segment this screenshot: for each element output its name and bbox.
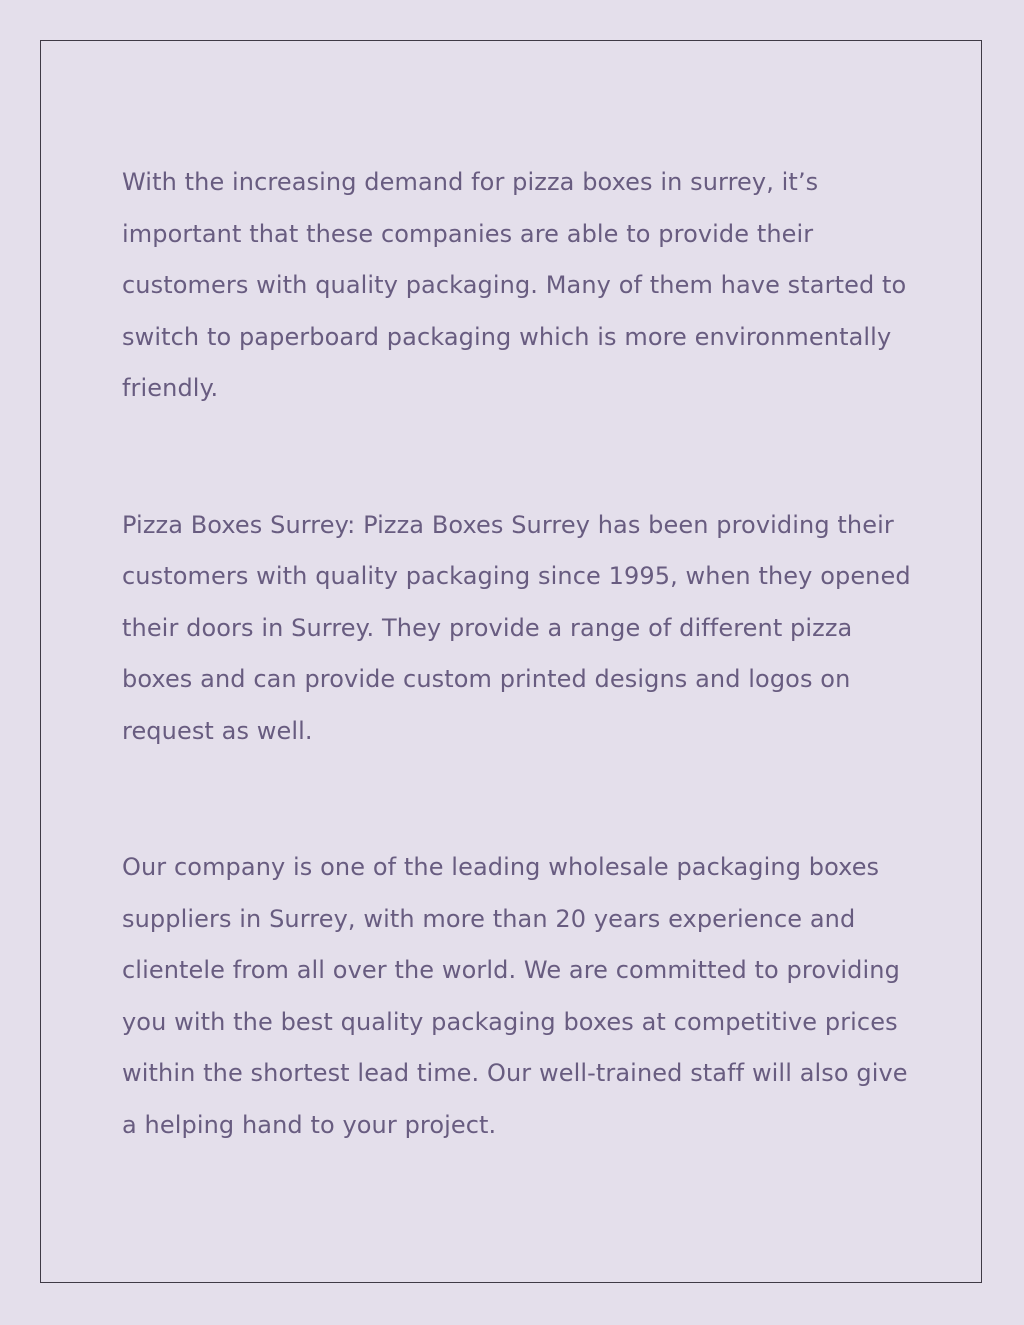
paragraph-intro: With the increasing demand for pizza boxes in surrey, it’s important that these companies are able to provide their customers with quality packaging. Many of them have started to switch to paperboard packaging which is more environmentally friendly. [122,168,907,402]
page-frame [40,40,982,1283]
document-body [122,157,922,1236]
paragraph-our-company: Our company is one of the leading wholesale packaging boxes suppliers in Surrey, with more than 20 years experience and clientele from all over the world. We are committed to providing you with the best quality packaging boxes at competitive prices within the shortest lead time. Our well-trained staff will also give a helping hand to your project. [122,853,908,1139]
paragraph-pizza-boxes-surrey: Pizza Boxes Surrey: Pizza Boxes Surrey has been providing their customers with quality packaging since 1995, when they opened their doors in Surrey. They provide a range of different pizza boxes and can provide custom printed designs and logos on request as well. [122,510,911,745]
